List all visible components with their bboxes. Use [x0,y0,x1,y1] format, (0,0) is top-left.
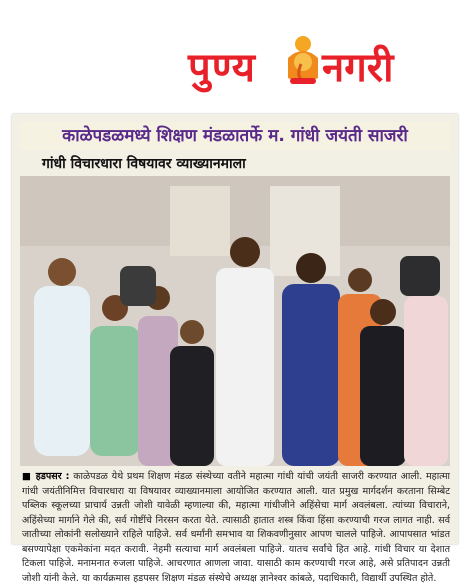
masthead [0,0,472,104]
masthead-name-left: पुण्य [188,45,256,91]
article-dateline: ■ हडपसर : [22,471,70,482]
article-subheadline: गांधी विचारधारा विषयावर व्याख्यानमाला [42,156,246,172]
article-headline: काळेपडळमध्ये शिक्षण मंडळातर्फे म. गांधी जयंती साजरी [20,122,450,150]
newspaper-clipping [12,114,458,584]
article-body-text: काळेपडळ येथे प्रथम शिक्षण मंडळ संस्थेच्या वतीने महात्मा गांधी यांची जयंती साजरी करण्यात आली. महात्मा गांधी जयंतीनिमित्त विचारधारा या विषयावर व्याख्यानमाला आयोजित करण्यात आली. यात प्रमुख मार्गदर्शन करताना सिम्बेट पब्लिक स्कूलच्या प्राचार्य उन्नती जोशी यावेळी म्हणाल्या की, महात्मा गांधीजीने अहिंसेचा मार्ग अवलंबला. त्यांच्या विचाराने, अहिंसेच्या मार्गाने गेले की, सर्व गोष्टींचे निरसन करता येते. त्यासाठी हातात शस्त्र किंवा हिंसा करण्याची गरज लागत नाही. सर्व जातीच्या लोकांनी सलोख्याने राहिले पाहिजे. सर्व धर्मांनी समभाव या शिकवणीनुसार आपण चालले पाहिजे. आपापसात भांडत बसण्यापेक्षा एकमेकांना मदत करावी. नेहमी सत्याचा मार्ग अवलंबला पाहिजे. यातच सर्वांचे हित आहे. गांधी विचार या देशात टिकला पाहिजे. मनामनात रुजला पाहिजे. आचरणात आणला जावा. यासाठी काम करण्याची गरज आहे, असे प्रतिपादन उन्नती जोशी यांनी केले. या कार्यक्रमास हडपसर शिक्षण मंडळ संस्थेचे अध्यक्ष ज्ञानेश्वर कांबळे, पदाधिकारी, विद्यार्थी उपस्थित होते. [22,471,450,584]
group-photo [20,176,450,466]
masthead-name-right: नगरी [322,45,394,91]
article-body [22,470,450,584]
ganesha-logo-icon [282,34,324,88]
